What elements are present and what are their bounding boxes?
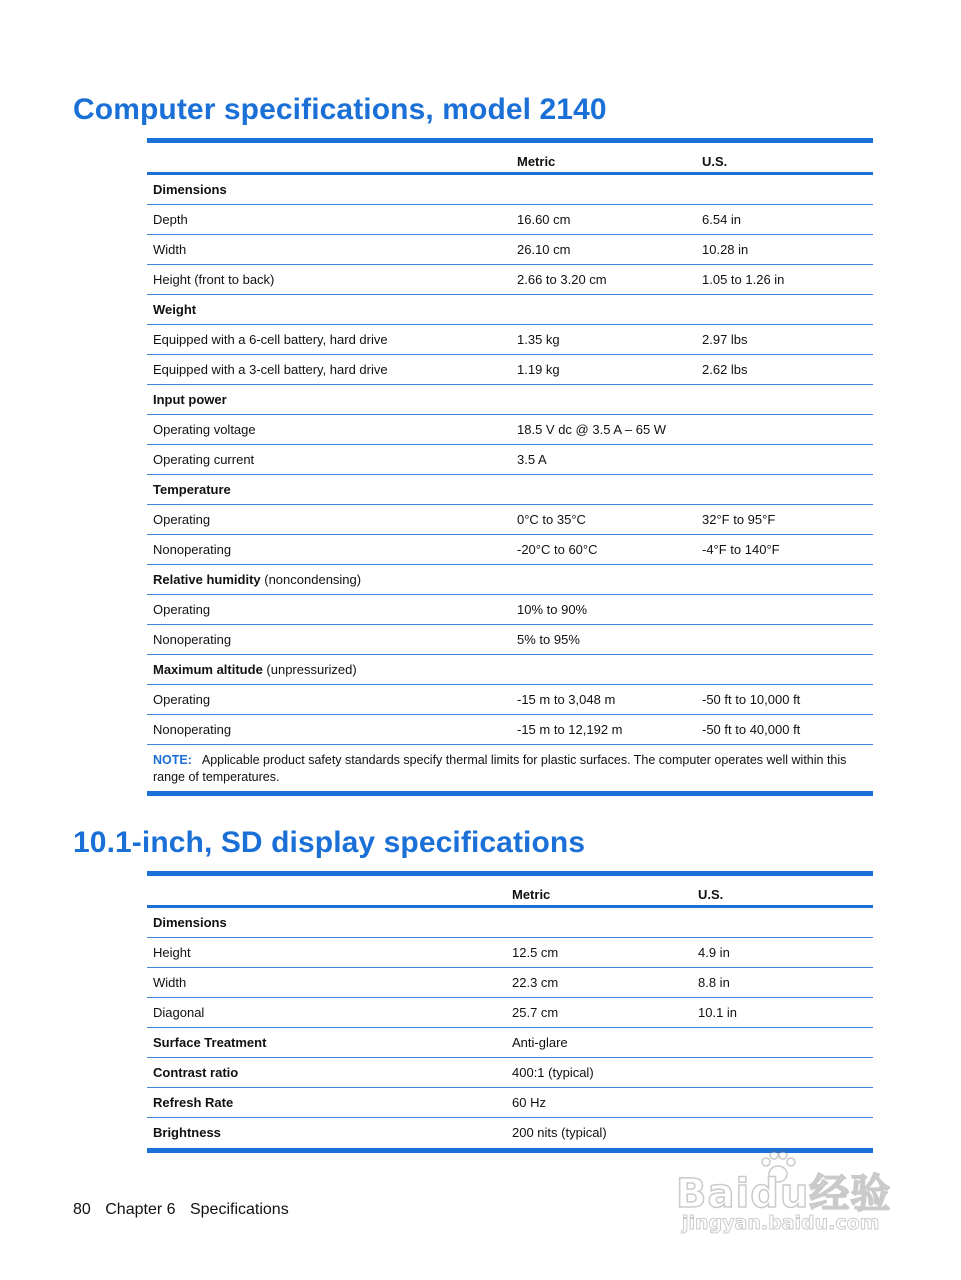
spec-label	[153, 475, 231, 505]
computer-specs-table	[147, 138, 873, 796]
metric-value: 1.35 kg	[517, 332, 560, 347]
spec-label	[153, 715, 231, 745]
spec-label-text: Maximum altitude	[153, 662, 263, 677]
metric-value: 2.66 to 3.20 cm	[517, 272, 607, 287]
table-group-row	[147, 565, 873, 595]
baidu-watermark	[676, 1150, 916, 1250]
spec-label-text: Diagonal	[153, 1005, 205, 1020]
table-group-row	[147, 295, 873, 325]
table-row	[147, 325, 873, 355]
metric-value: 26.10 cm	[517, 242, 571, 257]
table-row	[147, 535, 873, 565]
us-value: 2.62 lbs	[702, 362, 748, 377]
table-group-row	[147, 1088, 873, 1118]
spec-label	[153, 295, 196, 325]
metric-value: Anti-glare	[512, 1035, 568, 1050]
spec-label-text: Nonoperating	[153, 722, 232, 737]
metric-value: 22.3 cm	[512, 975, 559, 990]
metric-value: 16.60 cm	[517, 212, 571, 227]
metric-value: 400:1 (typical)	[512, 1065, 594, 1080]
spec-label	[153, 325, 388, 355]
spec-label-text: Brightness	[153, 1125, 221, 1140]
spec-label-text: Height	[153, 945, 191, 960]
spec-label-text: Relative humidity	[153, 572, 261, 587]
table-group-row	[147, 908, 873, 938]
metric-value: 12.5 cm	[512, 945, 559, 960]
spec-label-text: Height (front to back)	[153, 272, 275, 287]
column-header: Metric	[517, 154, 556, 169]
spec-label-text: Nonoperating	[153, 542, 232, 557]
page-number: 80	[73, 1201, 91, 1218]
spec-label	[153, 535, 231, 565]
spec-label	[153, 1088, 233, 1118]
spec-label	[153, 355, 388, 385]
spec-label	[153, 445, 254, 475]
table-row	[147, 205, 873, 235]
table-row	[147, 998, 873, 1028]
spec-label-text: Refresh Rate	[153, 1095, 234, 1110]
metric-value: 200 nits (typical)	[512, 1125, 607, 1140]
spec-label-text: Operating voltage	[153, 422, 256, 437]
us-value: 32°F to 95°F	[702, 512, 776, 527]
metric-value: 5% to 95%	[517, 632, 580, 647]
spec-label	[153, 968, 186, 998]
us-value: 6.54 in	[702, 212, 742, 227]
spec-label-text: Equipped with a 6-cell battery, hard drive	[153, 332, 388, 347]
spec-label	[153, 175, 227, 205]
us-value: 2.97 lbs	[702, 332, 748, 347]
spec-label	[153, 385, 227, 415]
spec-label	[153, 505, 210, 535]
spec-label	[153, 625, 231, 655]
spec-label-text: Equipped with a 3-cell battery, hard drive	[153, 362, 388, 377]
table-group-row	[147, 1118, 873, 1148]
spec-label-text: Surface Treatment	[153, 1035, 267, 1050]
column-header: U.S.	[698, 887, 724, 902]
spec-label	[153, 908, 227, 938]
us-value: 10.1 in	[698, 1005, 738, 1020]
metric-value: 3.5 A	[517, 452, 547, 467]
spec-label-text: Weight	[153, 302, 197, 317]
table-group-row	[147, 175, 873, 205]
table-row	[147, 445, 873, 475]
spec-label-text: Operating	[153, 512, 211, 527]
note-text: Applicable product safety standards specify thermal limits for plastic surfaces. The computer operates well within this range of temperatures.	[153, 753, 847, 784]
spec-label	[153, 205, 188, 235]
table-header-row	[147, 876, 873, 908]
spec-label	[153, 1118, 221, 1148]
table-row	[147, 505, 873, 535]
table-header-row	[147, 143, 873, 175]
table-row	[147, 355, 873, 385]
metric-value: -15 m to 12,192 m	[517, 722, 623, 737]
watermark-url: jingyan.baidu.com	[682, 1212, 880, 1234]
spec-label-text: Operating	[153, 602, 211, 617]
table-note	[147, 745, 873, 791]
us-value: 4.9 in	[698, 945, 730, 960]
spec-label	[153, 998, 204, 1028]
table-group-row	[147, 655, 873, 685]
spec-label-text: Operating	[153, 692, 211, 707]
us-value: 10.28 in	[702, 242, 749, 257]
spec-label	[153, 265, 274, 295]
table-row	[147, 715, 873, 745]
chapter-label: Chapter 6	[105, 1201, 176, 1218]
metric-value: -15 m to 3,048 m	[517, 692, 616, 707]
spec-label	[153, 595, 210, 625]
table-group-row	[147, 475, 873, 505]
spec-label-text: Input power	[153, 392, 227, 407]
spec-label	[153, 565, 361, 595]
us-value: 1.05 to 1.26 in	[702, 272, 785, 287]
spec-label-text: Operating current	[153, 452, 255, 467]
section-title-display-specs: 10.1-inch, SD display specifications	[73, 826, 586, 859]
metric-value: -20°C to 60°C	[517, 542, 598, 557]
column-header: U.S.	[702, 154, 728, 169]
spec-label-text: Contrast ratio	[153, 1065, 239, 1080]
watermark-brand: Baidu经验	[676, 1171, 892, 1217]
spec-label-text: Width	[153, 242, 187, 257]
spec-label	[153, 685, 210, 715]
table-row	[147, 685, 873, 715]
metric-value: 60 Hz	[512, 1095, 546, 1110]
spec-label-text: Temperature	[153, 482, 231, 497]
spec-label	[153, 235, 186, 265]
spec-label	[153, 1028, 266, 1058]
note-label: NOTE:	[153, 753, 192, 767]
metric-value: 0°C to 35°C	[517, 512, 586, 527]
table-row	[147, 595, 873, 625]
page-footer	[73, 1201, 299, 1219]
table-row	[147, 938, 873, 968]
spec-label	[153, 415, 256, 445]
spec-label-text: Dimensions	[153, 915, 227, 930]
display-specs-table	[147, 871, 873, 1153]
spec-label-qualifier: (unpressurized)	[262, 662, 357, 677]
spec-label-text: Dimensions	[153, 182, 227, 197]
us-value: 8.8 in	[698, 975, 730, 990]
section-title-computer-specs: Computer specifications, model 2140	[73, 93, 607, 126]
table-group-row	[147, 1028, 873, 1058]
chapter-title: Specifications	[189, 1201, 289, 1218]
table-row	[147, 235, 873, 265]
spec-label-text: Width	[153, 975, 187, 990]
table-group-row	[147, 385, 873, 415]
table-row	[147, 968, 873, 998]
table-row	[147, 265, 873, 295]
us-value: -50 ft to 40,000 ft	[702, 722, 801, 737]
us-value: -4°F to 140°F	[702, 542, 780, 557]
spec-label	[153, 1058, 238, 1088]
metric-value: 18.5 V dc @ 3.5 A – 65 W	[517, 422, 667, 437]
table-group-row	[147, 1058, 873, 1088]
table-row	[147, 415, 873, 445]
spec-label-text: Depth	[153, 212, 188, 227]
spec-label-qualifier: (noncondensing)	[260, 572, 362, 587]
spec-label-text: Nonoperating	[153, 632, 232, 647]
metric-value: 10% to 90%	[517, 602, 588, 617]
metric-value: 25.7 cm	[512, 1005, 559, 1020]
spec-label	[153, 938, 191, 968]
column-header: Metric	[512, 887, 551, 902]
us-value: -50 ft to 10,000 ft	[702, 692, 801, 707]
spec-label	[153, 655, 357, 685]
table-row	[147, 625, 873, 655]
metric-value: 1.19 kg	[517, 362, 560, 377]
